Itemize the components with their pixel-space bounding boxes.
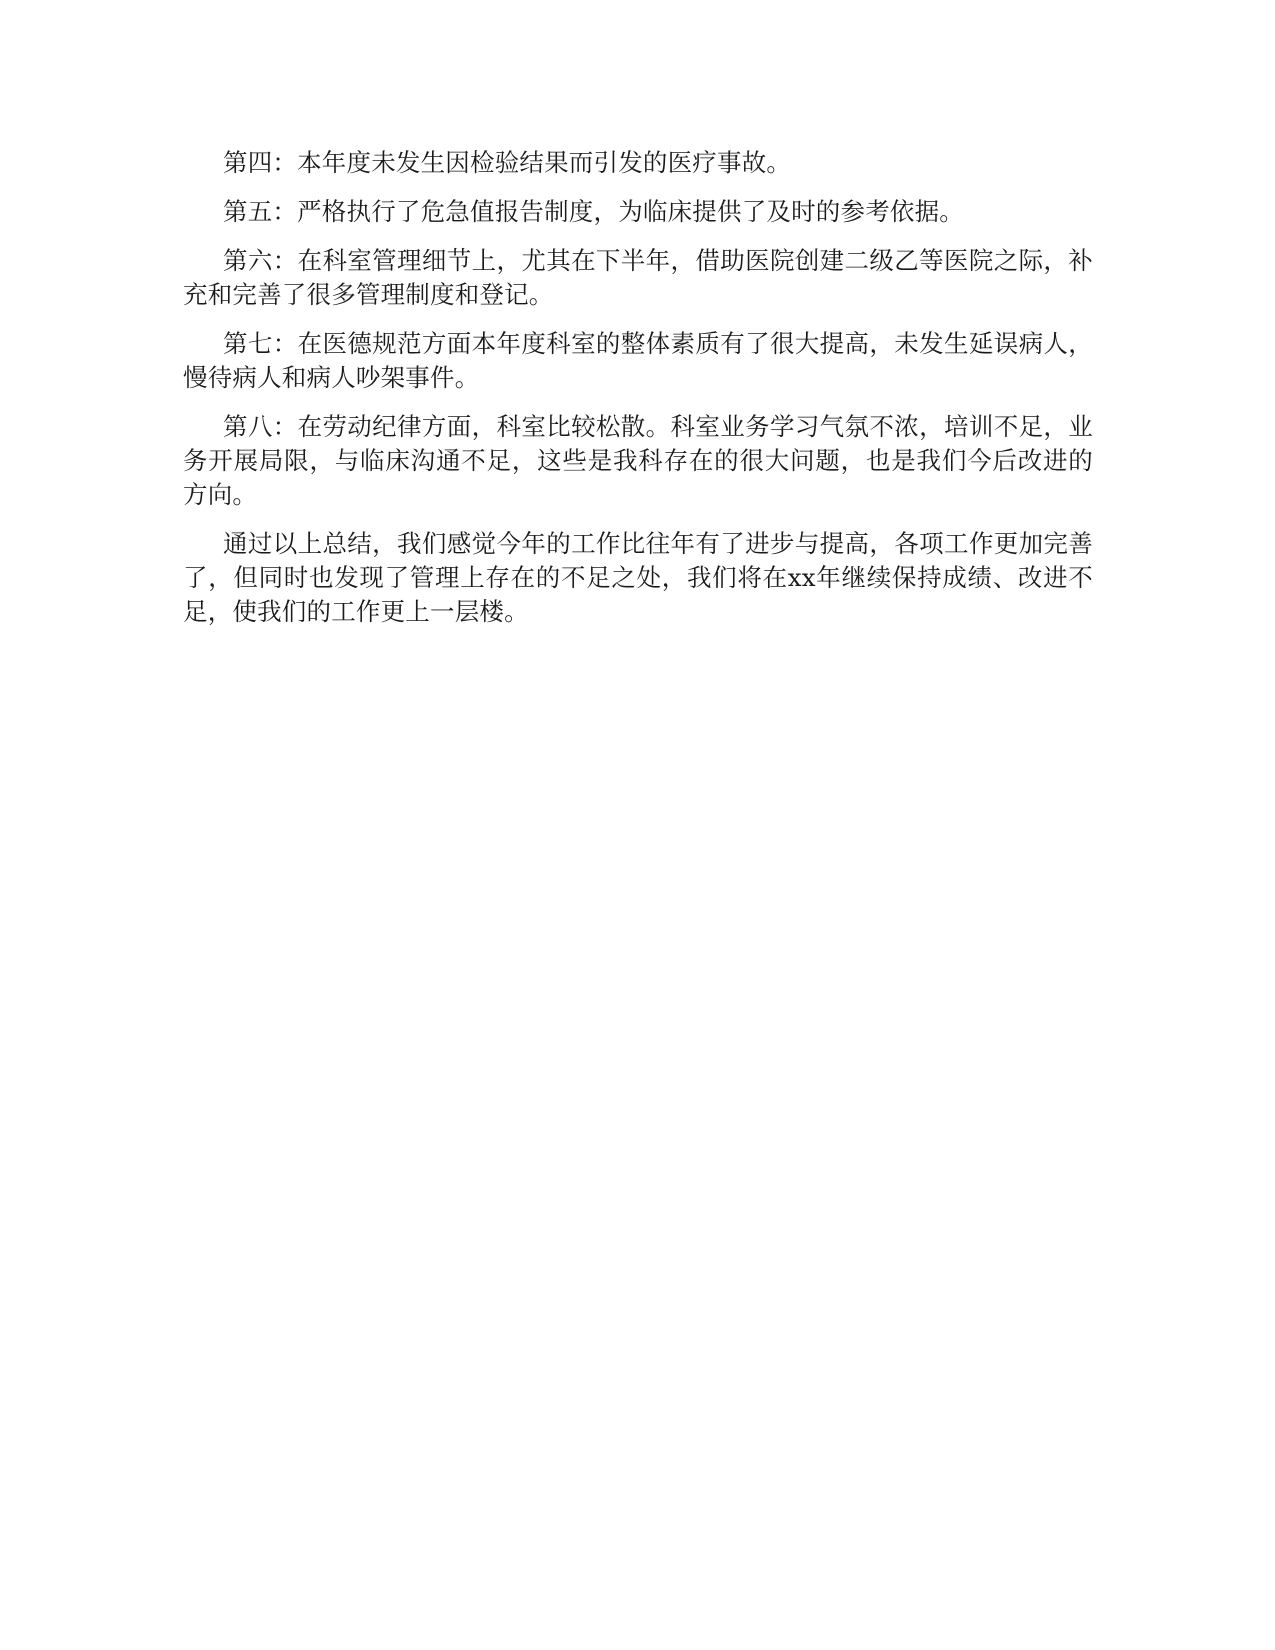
paragraph-6: 第六：在科室管理细节上，尤其在下半年，借助医院创建二级乙等医院之际，补充和完善了很多管理制度和登记。 [183,246,1093,309]
paragraph-8: 第八：在劳动纪律方面，科室比较松散。科室业务学习气氛不浓，培训不足，业务开展局限，与临床沟通不足，这些是我科存在的很大问题，也是我们今后改进的方向。 [183,412,1093,509]
paragraph-summary: 通过以上总结，我们感觉今年的工作比往年有了进步与提高，各项工作更加完善了，但同时也发现了管理上存在的不足之处，我们将在xx年继续保持成绩、改进不足，使我们的工作更上一层楼。 [183,529,1093,626]
paragraph-7: 第七：在医德规范方面本年度科室的整体素质有了很大提高，未发生延误病人，慢待病人和病人吵架事件。 [183,329,1093,392]
paragraph-4: 第四：本年度未发生因检验结果而引发的医疗事故。 [223,148,792,177]
paragraph-5: 第五：严格执行了危急值报告制度，为临床提供了及时的参考依据。 [223,197,964,226]
document-body [183,146,1093,644]
